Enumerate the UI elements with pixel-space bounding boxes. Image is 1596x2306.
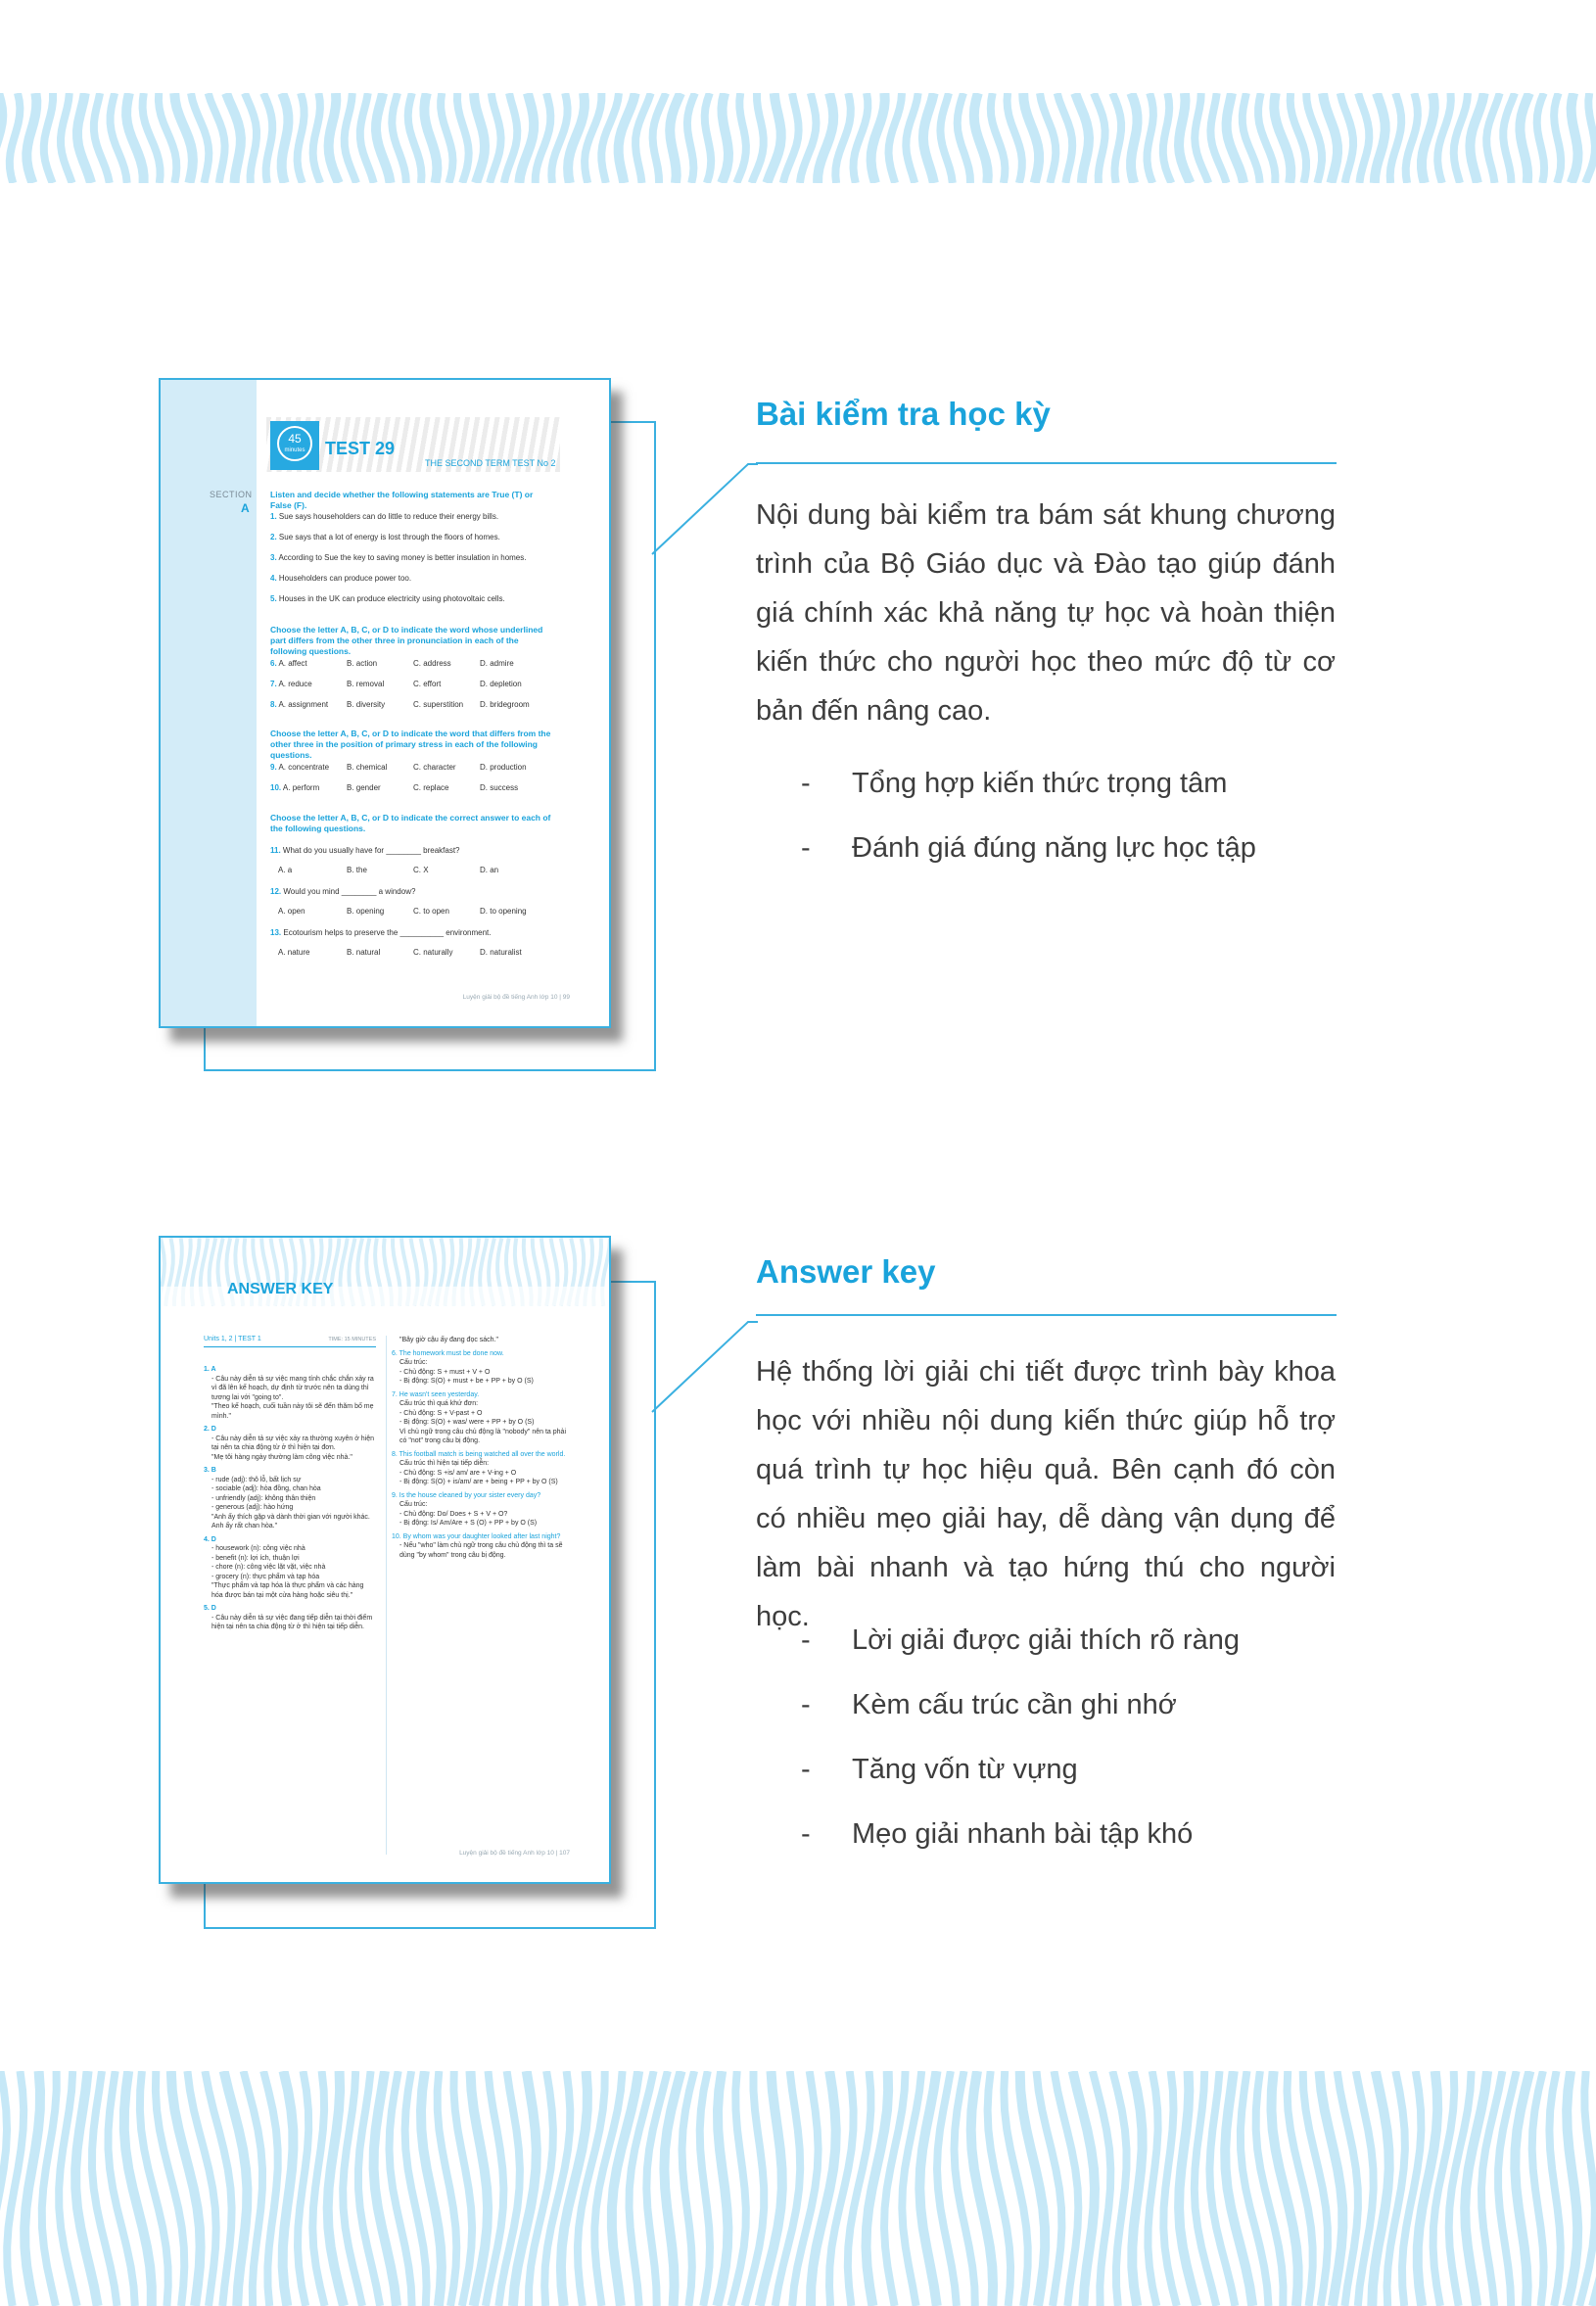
statement-1: 1. Sue says householders can do little to reduce their energy bills. [270,512,499,521]
instruction-2: Choose the letter A, B, C, or D to indicate the word whose underlined part differs from the other three in pronunciation in each of the following questions. [270,625,543,656]
stripe [471,2071,489,2306]
stripe [700,2071,710,2306]
answer-line: - Bị động: S(O) + is/am/ are + being + PP + by O (S) [399,1479,558,1485]
stripe [1131,93,1137,183]
answer-line: "Mẹ tôi hàng ngày thường làm công việc nhà." [211,1453,352,1461]
instruction-3: Choose the letter A, B, C, or D to indicate the word that differs from the other three in the position of primary stress in each of the following questions. [270,729,551,760]
stripe [635,93,651,183]
answer-key-title: ANSWER KEY [227,1281,334,1297]
answer-heading: 7. He wasn't seen yesterday. [392,1390,480,1398]
answer-line: - housework (n): công việc nhà [211,1545,305,1552]
stripe [94,93,110,183]
answer-heading: 9. Is the house cleaned by your sister every day? [392,1491,541,1499]
stripe [1520,93,1529,183]
answer-line: - Bị động: S(O) + must + be + PP + by O (S) [399,1378,534,1385]
stripe [1057,93,1073,183]
answer-heading: 2. D [204,1426,216,1433]
answer-heading: 3. B [204,1467,216,1474]
statement-3: 3. According to Sue the key to saving money is better insulation in homes. [270,553,527,562]
stripe [329,93,339,183]
answer-line: - chore (n): công việc lặt vặt, việc nhà [211,1564,326,1571]
stripe [1549,2071,1560,2306]
stripe [818,93,833,183]
stripe [1503,93,1515,183]
question-8: 8. A. assignment B. diversity C. superstition D. bridegroom [270,700,530,709]
stripe [457,93,469,183]
answer-line: "Bây giờ cậu ấy đang đọc sách." [399,1337,499,1343]
section1-rule [756,462,1337,464]
answer-line: - Chủ động: S + V-past + O [399,1409,483,1417]
question-10: 10. A. perform B. gender C. replace D. success [270,783,519,792]
answer-line: - Câu này diễn tả sự việc mang tính chắc chắn xảy ra vì đã lên kế hoạch, dự định từ trước nên ta dùng thì tương lai với "going to". [211,1375,374,1401]
stripe [0,93,3,183]
answer-heading: 6. The homework must be done now. [392,1349,504,1357]
section1-paragraph: Nội dung bài kiểm tra bám sát khung chương trình của Bộ Giáo dục và Đào tạo giúp đánh giá chính xác khả năng tự học và hoàn thiện kiến thức cho người học theo mức độ từ cơ bản đến nâng cao. [756,499,1336,727]
stripe [653,93,667,183]
stripe [1579,2071,1595,2306]
answer-line: - Chủ động: S +is/ am/ are + V-ing + O [399,1469,517,1477]
stripe [974,93,988,183]
stripe [1390,93,1402,183]
answer-line: Vì chủ ngữ trong câu chủ động là "nobody" nên ta phải có "not" trong câu bị động. [399,1428,566,1444]
stripe [1323,93,1338,183]
list-item: - Mẹo giải nhanh bài tập khó [801,1818,1194,1850]
bottom-stripe-banner [0,2071,1596,2306]
connector-line-2 [650,1318,760,1416]
stripe [490,93,501,183]
stripe [1075,93,1089,183]
stripe [519,93,534,183]
statement-2: 2. Sue says that a lot of energy is lost through the floors of homes. [270,533,500,541]
answer-line: - Bị động: Is/ Am/Are + S (O) + PP + by O (S) [399,1520,538,1527]
list-item: - Tổng hợp kiến thức trọng tâm [801,768,1228,799]
stripe [871,93,885,183]
answer-right-column [392,1336,572,1560]
list-item: - Lời giải được giải thích rõ ràng [801,1624,1240,1656]
answer-line: - grocery (n): thực phẩm và tạp hóa [211,1573,320,1580]
stripe [313,93,321,183]
stripe [345,93,356,183]
stripe [1454,93,1468,183]
stripe [245,93,257,183]
stripe [1572,93,1578,183]
timer-badge [270,421,319,470]
answer-heading: 8. This football match is being watched all over the world. [392,1450,566,1458]
statement-5: 5. Houses in the UK can produce electricity using photovoltaic cells. [270,594,505,603]
answer-heading: 10. By whom was your daughter looked after last night? [392,1532,561,1540]
stripe [1422,93,1434,183]
answer-key-page [159,1236,611,1884]
answer-line: - generous (adj): hào hứng [211,1504,294,1511]
answer-line: Cấu trúc: [399,1359,428,1366]
stripe [312,2071,324,2306]
stripe [424,93,437,183]
connector-line-1 [650,460,760,558]
stripe [940,93,952,183]
stripe [226,93,241,183]
column-divider [386,1336,387,1855]
stripe [298,93,305,183]
stripe [61,93,72,183]
list-item: - Tăng vốn từ vựng [801,1754,1078,1785]
stripe [1486,93,1500,183]
section2-heading: Answer key [756,1253,936,1290]
question-13: 13. Ecotourism helps to preserve the __________ environment. [270,928,492,937]
answer-heading: 4. D [204,1535,216,1543]
stripe [1179,93,1191,183]
stripe [263,93,272,183]
stripe [392,93,406,183]
stripe [800,93,817,183]
stripe [705,93,712,183]
section-sidebar [161,380,257,1026]
stripe [889,93,903,183]
answer-heading: 1. A [204,1366,216,1373]
section2-rule [756,1314,1337,1316]
stripe [664,2071,681,2306]
answer-line: Cấu trúc thì hiện tại tiếp diễn: [399,1460,490,1467]
page-footer: Luyện giải bộ đề tiếng Anh lớp 10 | 99 [462,994,570,1001]
answer-line: - Bị động: S(O) + was/ were + PP + by O (S) [399,1419,535,1426]
stripe [1132,2071,1142,2306]
stripe [1532,2071,1544,2306]
stripe [1148,2071,1157,2306]
stripe [722,93,728,183]
list-item: - Đánh giá đúng năng lực học tập [801,832,1256,864]
stripe [958,93,970,183]
stripe [991,93,1006,183]
stripe [835,93,851,183]
stripe [923,93,934,183]
stripe [1470,93,1483,183]
stripe [282,93,289,183]
stripe [26,93,36,183]
answer-line: - Câu này diễn tả sự việc xảy ra thường xuyên ở hiện tại nên ta chia động từ ở thì hiện tại đơn. [211,1435,375,1451]
section1-bullets [801,766,1256,895]
stripe [283,2071,294,2306]
stripe [504,93,518,183]
unit-bar [204,1336,376,1347]
section2-paragraph: Hệ thống lời giải chi tiết được trình bày khoa học với nhiều nội dung kiến thức giúp hỗ trợ quá trình tự học hiệu quả. Bên cạnh đó còn có nhiều mẹo giải hay, dễ dàng vận dụng để làm bài nhanh và tạo hứng thú cho người học. [756,1356,1336,1632]
answer-line: - Chủ động: Do/ Does + S + V + O? [399,1510,508,1518]
stripe [1094,93,1105,183]
stripe [1515,2071,1529,2306]
stripe [474,93,485,183]
stripe [1554,93,1561,183]
section2-bullets [801,1623,1240,1881]
stripe [44,93,53,183]
stripe [1340,93,1353,183]
stripe [1585,93,1595,183]
answer-line: - Chủ động: S + must + V + O [399,1368,491,1376]
stripe [360,93,374,183]
test-title: TEST 29 [325,439,396,458]
stripe [1567,2071,1577,2306]
stripe [298,2071,308,2306]
stripe [1112,93,1121,183]
instruction-4: Choose the letter A, B, C, or D to indicate the correct answer to each of the following questions. [270,813,551,833]
unit-label: Units 1, 2 | TEST 1 [204,1336,261,1342]
clock-icon [277,426,312,461]
stripe [670,93,681,183]
answer-line: - sociable (adj): hòa đồng, chan hòa [211,1485,321,1492]
timer-unit: minutes [284,447,305,453]
stripe [752,93,764,183]
answer-left-column [204,1361,376,1632]
stripe [1406,93,1418,183]
stripe [376,93,391,183]
answer-key-preview [159,1236,658,1931]
stripe [1195,93,1208,183]
question-11-options: A. a B. the C. X D. an [278,866,499,874]
statement-4: 4. Householders can produce power too. [270,574,412,583]
question-12: 12. Would you mind ________ a window? [270,887,416,896]
stripe [1537,93,1544,183]
top-stripe-banner [0,93,1596,183]
stripe [1163,93,1172,183]
answer-line: - benefit (n): lợi ích, thuận lợi [211,1554,300,1562]
stripe [1008,93,1022,183]
answer-line: "Thực phẩm và tạp hóa là thực phẩm và các hàng hóa được bán tại một cửa hàng hoặc siêu thị." [211,1582,364,1599]
question-6: 6. A. affect B. action C. address D. admire [270,659,514,668]
stripe [1112,2071,1126,2306]
question-9: 9. A. concentrate B. chemical C. character D. production [270,763,527,772]
page-footer: Luyện giải bộ đề tiếng Anh lớp 10 | 107 [459,1850,570,1857]
answer-line: Cấu trúc: [399,1501,428,1508]
stripe [1375,93,1385,183]
answer-line: - unfriendly (adj): không thân thiện [211,1494,316,1502]
stripe [906,93,917,183]
stripe [736,93,746,183]
answer-line: - Nếu "who" làm chủ ngữ trong câu chủ động thì ta sẽ dùng "by whom" trong câu bị động. [399,1542,563,1559]
stripe [767,93,780,183]
stripe [730,2071,745,2306]
test-subtitle: THE SECOND TERM TEST No 2 [425,458,556,468]
question-11: 11. What do you usually have for ________ breakfast? [270,846,460,855]
stripe [687,93,695,183]
question-7: 7. A. reduce B. removal C. effort D. depletion [270,680,522,688]
stripe [441,93,452,183]
stripe [1023,93,1039,183]
answer-line: "Theo kế hoạch, cuối tuần này tôi sẽ đến thăm bố mẹ mình." [211,1403,374,1420]
stripe [854,93,868,183]
stripe [1358,93,1369,183]
stripe [77,93,91,183]
answer-line: - rude (adj): thô lỗ, bất lịch sự [211,1476,302,1483]
time-label: TIME: 15 MINUTES [328,1337,376,1342]
question-13-options: A. nature B. natural C. naturally D. naturalist [278,948,522,957]
stripe [1437,93,1451,183]
answer-line: - Câu này diễn tả sự việc đang tiếp diễn tại thời điểm hiện tại nên ta chia động từ ở thì hiện tại tiếp diễn. [211,1614,373,1630]
list-item: - Kèm cấu trúc cần ghi nhớ [801,1689,1177,1720]
section1-heading: Bài kiểm tra học kỳ [756,396,1051,432]
test-page [159,378,611,1028]
answer-line: Cấu trúc thì quá khứ đơn: [399,1400,479,1407]
section-label: SECTION [210,490,253,499]
stripe [10,93,21,183]
stripe [408,93,422,183]
stripe [1148,93,1153,183]
answer-heading: 5. D [204,1605,216,1612]
instruction-1: Listen and decide whether the following statements are True (T) or False (F). [270,490,534,510]
answer-line: "Anh ấy thích gặp và dành thời gian với người khác. Anh ấy rất chan hòa." [211,1513,370,1529]
test-page-preview [159,378,658,1073]
stripe [682,2071,695,2306]
section-letter: A [241,501,250,515]
stripe [717,2071,728,2306]
question-12-options: A. open B. opening C. to open D. to opening [278,907,527,916]
timer-minutes: 45 [288,432,302,446]
